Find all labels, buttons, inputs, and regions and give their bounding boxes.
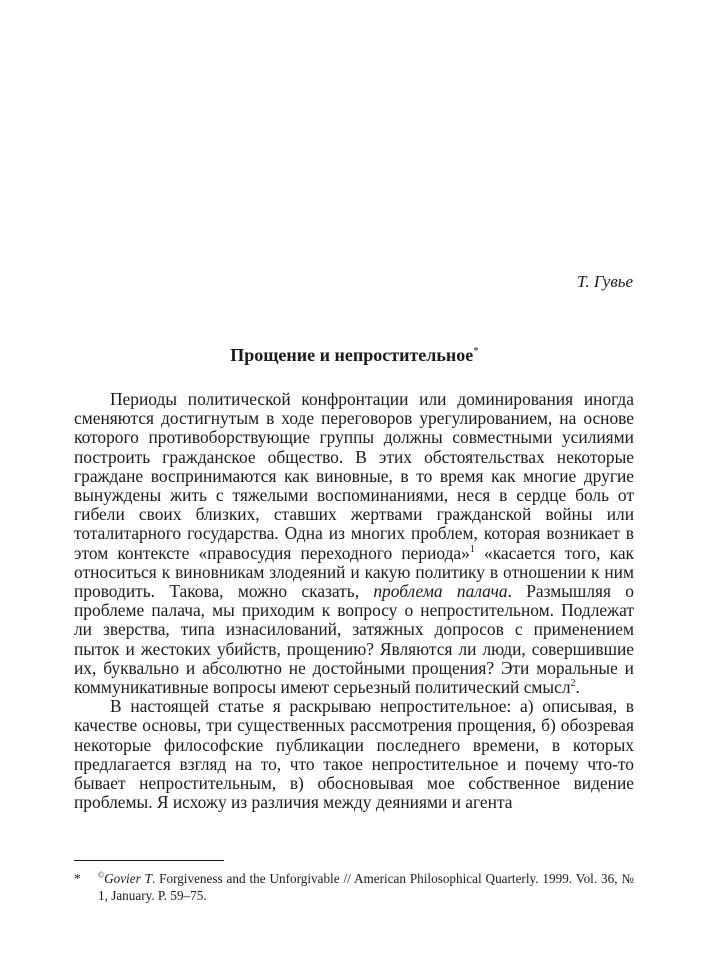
title-footnote-mark: * [473, 345, 479, 357]
article-title [0, 345, 709, 366]
footnote-ref-1: 1 [469, 543, 475, 555]
footnote-ref-2: 2 [570, 678, 576, 690]
paragraph-1-part-a: Периоды политической конфронтации или доминирования иногда сменяются достигнутым в ходе переговоров урегулированием, на основе которого противоборствующие группы должны совместными усилиями построить гражданское общество. В этих обстоятельствах некоторые граждане воспринимаются как виновные, в то время как многие другие вынуждены жить с тяжелыми воспоминаниями, неся в сердце боль от гибели своих близких, ставших жертвами гражданской войны или тоталитарного государства. Одна из многих проблем, которая возникает в этом контексте «правосудия переходного периода» [74, 389, 634, 563]
article-title-text: Прощение и непростительное [230, 345, 474, 365]
footnote-author: Govier T [104, 871, 152, 886]
footnote [74, 870, 634, 904]
footnote-text [98, 870, 634, 904]
paragraph-1-part-b: «касается того, как относиться к виновникам злодеяний и какую политику в отношении к ним проводить. Такова, можно сказать, [74, 542, 634, 602]
paragraph-1-emphasis: проблема палача [373, 581, 508, 602]
article-body [74, 390, 634, 812]
paragraph-1 [74, 390, 634, 697]
footnote-citation: . Forgiveness and the Unforgivable // American Philosophical Quarterly. 1999. Vol. 36, № 1, January. P. 59–75. [98, 871, 634, 903]
footnote-mark: * [74, 871, 81, 886]
author-name: Т. Гувье [576, 272, 633, 291]
footnote-copyright: © [98, 870, 105, 880]
paragraph-1-part-c: . Размышляя о проблеме палача, мы приходим к вопросу о непростительном. Подлежат ли зверства, типа изнасилований, затяжных допросов с применением пыток и жестоких убийств, прощению? Являются ли люди, совершившие их, буквально и абсолютно не достойными прощения? Эти моральные и коммуникативные вопросы имеют серьезный политический смысл [74, 581, 634, 698]
footnote-divider [74, 860, 224, 861]
paragraph-1-part-d: . [575, 677, 580, 698]
paragraph-2: В настоящей статье я раскрываю непростительное: а) описывая, в качестве основы, три существенных рассмотрения прощения, б) обозревая некоторые философские публикации последнего времени, в которых предлагается взгляд на то, что такое непростительное и почему что-то бывает непростительным, в) обосновывая мое собственное видение проблемы. Я исхожу из различия между деяниями и агента [74, 696, 634, 813]
